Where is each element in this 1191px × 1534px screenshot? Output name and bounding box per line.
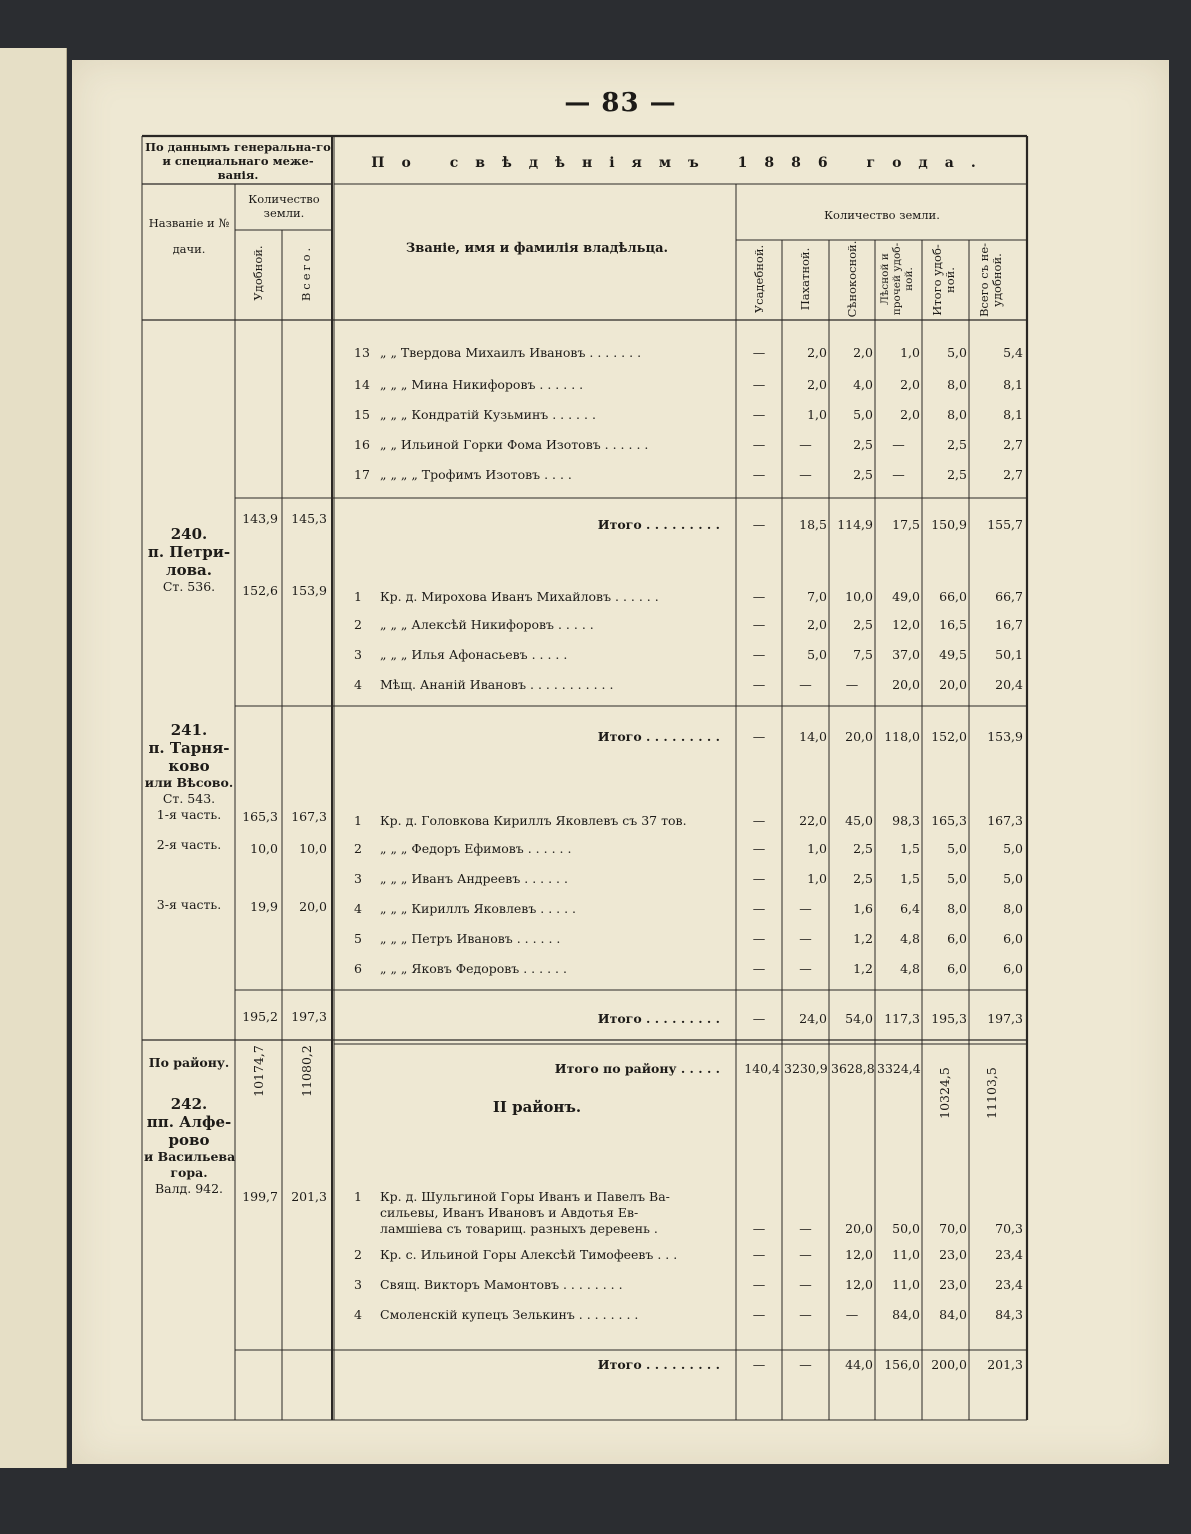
dacha-242-name3: и Васильева	[144, 1149, 236, 1164]
cell-i: 16,5	[939, 617, 967, 632]
owner-name: „ „ „ „ Трофимъ Изотовъ . . . .	[380, 468, 572, 482]
cell-i: 8,0	[947, 377, 967, 392]
total-row-label: Итого по району . . . . .	[554, 1061, 720, 1076]
d242-udob: 199,7	[242, 1189, 278, 1204]
p1-vsego: 167,3	[291, 809, 327, 824]
kol2-title: Количество земли.	[824, 208, 940, 222]
dacha-242-name2: рово	[168, 1131, 210, 1149]
dacha-240-name2: лова.	[166, 561, 212, 579]
p3-vsego: 20,0	[299, 899, 327, 914]
cell-s: 2,0	[853, 345, 873, 360]
cell-s: 2,5	[853, 841, 873, 856]
dacha-242-name4: гора.	[170, 1165, 208, 1180]
owner-name: Свящ. Викторъ Мамонтовъ . . . . . . . .	[380, 1278, 623, 1292]
g2-udob: 152,6	[242, 583, 278, 598]
cell-a: 155,7	[987, 517, 1023, 532]
owner-col-header: Званіе, имя и фамилія владѣльца.	[405, 241, 669, 256]
vsego-header: Всего.	[299, 244, 313, 302]
cell-u: —	[752, 1277, 766, 1292]
cell-p: —	[799, 437, 812, 452]
cell-a: 8,0	[1003, 901, 1023, 916]
cell-s: 3628,8	[831, 1061, 875, 1076]
dacha-241-name3: или Вѣсово.	[144, 775, 234, 790]
cell-a: 11103,5	[984, 1067, 999, 1119]
previous-page-edge	[0, 48, 67, 1468]
p2-vsego: 10,0	[299, 841, 327, 856]
cell-p: 22,0	[799, 813, 827, 828]
cell-u: —	[752, 517, 766, 532]
cell-s: 1,2	[853, 961, 873, 976]
total-row-label: Итого . . . . . . . . .	[597, 1011, 720, 1026]
cell-i: 152,0	[931, 729, 967, 744]
cell-i: 5,0	[947, 871, 967, 886]
total-row-label: Итого . . . . . . . . .	[597, 729, 720, 744]
cell-i: 150,9	[931, 517, 967, 532]
document-page	[72, 60, 1169, 1464]
cell-p: 18,5	[799, 517, 827, 532]
cell-a: 23,4	[995, 1247, 1023, 1262]
dacha-241-name: п. Тарня-	[148, 739, 230, 757]
owner-name: ламшіева съ товарищ. разныхъ деревень .	[380, 1222, 658, 1236]
col-senokosnoy: Сѣнокосной.	[845, 240, 859, 318]
cell-l: 1,0	[900, 345, 920, 360]
p2-udob: 10,0	[250, 841, 278, 856]
cell-s: 7,5	[853, 647, 873, 662]
cell-l: 4,8	[900, 931, 920, 946]
row-number: 4	[354, 677, 362, 692]
row-number: 14	[354, 377, 370, 392]
cell-a: 70,3	[995, 1221, 1023, 1236]
cell-a: 2,7	[1003, 437, 1023, 452]
total-row-label: Итого . . . . . . . . .	[597, 1357, 720, 1372]
owner-name: „ „ „ Алексѣй Никифоровъ . . . . .	[380, 618, 594, 632]
cell-l: 50,0	[892, 1221, 920, 1236]
cell-u: —	[752, 1247, 766, 1262]
cell-i: 6,0	[947, 931, 967, 946]
cell-l: 84,0	[892, 1307, 920, 1322]
cell-i: 5,0	[947, 841, 967, 856]
dacha-240-st: Ст. 536.	[162, 579, 216, 594]
cell-p: 2,0	[807, 377, 827, 392]
cell-s: 54,0	[845, 1011, 873, 1026]
owner-name: „ „ Ильиной Горки Фома Изотовъ . . . . . .	[380, 438, 649, 452]
cell-u: —	[752, 901, 766, 916]
owner-name: „ „ „ Мина Никифоровъ . . . . . .	[380, 378, 584, 392]
row-number: 1	[354, 813, 362, 828]
col-itogo-udob: Итого удоб-ной.	[930, 244, 957, 316]
cell-u: —	[752, 589, 766, 604]
cell-s: 12,0	[845, 1247, 873, 1262]
cell-p: 2,0	[807, 617, 827, 632]
row-number: 2	[354, 1247, 362, 1262]
cell-s: 1,2	[853, 931, 873, 946]
t241-udob: 195,2	[242, 1009, 278, 1024]
cell-s: 2,5	[853, 617, 873, 632]
cell-u: —	[752, 407, 766, 422]
cell-p: 24,0	[799, 1011, 827, 1026]
owner-name: „ „ „ Федоръ Ефимовъ . . . . . .	[380, 842, 572, 856]
udob-header: Удобной.	[251, 245, 265, 301]
owner-name: „ „ Твердова Михаилъ Ивановъ . . . . . . .	[380, 346, 642, 360]
owner-name: „ „ „ Яковъ Федоровъ . . . . . .	[380, 962, 567, 976]
cell-i: 23,0	[939, 1277, 967, 1292]
svedeniya-title: По свѣдѣніямъ 1886 года.	[371, 155, 993, 171]
g2-vsego: 153,9	[291, 583, 327, 598]
cell-u: —	[752, 1221, 766, 1236]
cell-a: 5,0	[1003, 871, 1023, 886]
row-number: 1	[354, 589, 362, 604]
po-rayonu-label: По району.	[148, 1055, 230, 1070]
col-pakhatnoy: Пахатной.	[798, 247, 812, 311]
cell-l: 6,4	[900, 901, 920, 916]
cell-p: 7,0	[807, 589, 827, 604]
cell-a: 20,4	[995, 677, 1023, 692]
cell-p: 3230,9	[784, 1061, 828, 1076]
cell-l: 118,0	[884, 729, 920, 744]
cell-a: 8,1	[1003, 407, 1023, 422]
cell-p: 1,0	[807, 407, 827, 422]
row-number: 5	[354, 931, 362, 946]
cell-i: 5,0	[947, 345, 967, 360]
cell-a: 8,1	[1003, 377, 1023, 392]
cell-u: —	[752, 467, 766, 482]
owner-name: Смоленскій купецъ Зелькинъ . . . . . . . .	[380, 1308, 639, 1322]
cell-p: —	[799, 677, 812, 692]
row-number: 17	[354, 467, 370, 482]
cell-i: 49,5	[939, 647, 967, 662]
cell-u: —	[752, 729, 766, 744]
row-number: 2	[354, 617, 362, 632]
cell-l: 17,5	[892, 517, 920, 532]
cell-u: —	[752, 345, 766, 360]
cell-u: —	[752, 871, 766, 886]
cell-u: —	[752, 1357, 766, 1372]
owner-name: Кр. д. Головкова Кириллъ Яковлевъ съ 37 тов.	[380, 814, 687, 828]
row-number: 16	[354, 437, 370, 452]
owner-name: „ „ „ Петръ Ивановъ . . . . . .	[380, 932, 561, 946]
cell-i: 2,5	[947, 437, 967, 452]
cell-l: 2,0	[900, 377, 920, 392]
cell-p: 1,0	[807, 841, 827, 856]
cell-i: 8,0	[947, 901, 967, 916]
cell-u: —	[752, 377, 766, 392]
cell-l: 4,8	[900, 961, 920, 976]
cell-a: 197,3	[987, 1011, 1023, 1026]
p3-udob: 19,9	[250, 899, 278, 914]
cell-p: 2,0	[807, 345, 827, 360]
cell-u: —	[752, 931, 766, 946]
cell-a: 6,0	[1003, 931, 1023, 946]
owner-name: „ „ „ Илья Афонасьевъ . . . . .	[380, 648, 568, 662]
cell-l: 2,0	[900, 407, 920, 422]
cell-i: 195,3	[931, 1011, 967, 1026]
cell-l: 37,0	[892, 647, 920, 662]
row-number: 13	[354, 345, 370, 360]
col-vsego-neudob: Всего съ не-удобной.	[977, 242, 1004, 318]
cell-u: —	[752, 961, 766, 976]
cell-u: —	[752, 1011, 766, 1026]
cell-s: 44,0	[845, 1357, 873, 1372]
page-number: — 83 —	[564, 88, 677, 118]
row-number: 2	[354, 841, 362, 856]
col-lesnoy: Лѣсной и прочей удоб-ной.	[879, 242, 915, 316]
cell-l: 3324,4	[877, 1061, 921, 1076]
cell-a: 201,3	[987, 1357, 1023, 1372]
cell-p: —	[799, 901, 812, 916]
cell-l: 98,3	[892, 813, 920, 828]
owner-name: Кр. с. Ильиной Горы Алексѣй Тимофеевъ . . .	[380, 1248, 678, 1262]
cell-a: 153,9	[987, 729, 1023, 744]
owner-name: „ „ „ Иванъ Андреевъ . . . . . .	[380, 872, 568, 886]
g1-udob: 143,9	[242, 511, 278, 526]
total-row-label: Итого . . . . . . . . .	[597, 517, 720, 532]
kol-title: Количество земли.	[248, 192, 320, 220]
cell-l: 11,0	[892, 1247, 920, 1262]
cell-p: 1,0	[807, 871, 827, 886]
cell-p: 14,0	[799, 729, 827, 744]
cell-l: 1,5	[900, 871, 920, 886]
cell-a: 66,7	[995, 589, 1023, 604]
cell-s: 4,0	[853, 377, 873, 392]
cell-p: —	[799, 1221, 812, 1236]
col-usadebnoy: Усадебной.	[752, 244, 766, 314]
cell-l: 1,5	[900, 841, 920, 856]
cell-s: 5,0	[853, 407, 873, 422]
cell-i: 66,0	[939, 589, 967, 604]
cell-s: 10,0	[845, 589, 873, 604]
row-number: 3	[354, 871, 362, 886]
cell-i: 6,0	[947, 961, 967, 976]
cell-i: 20,0	[939, 677, 967, 692]
p1-udob: 165,3	[242, 809, 278, 824]
dacha-241-number: 241.	[170, 721, 208, 739]
cell-s: —	[845, 1307, 859, 1322]
owner-name: „ „ „ Кириллъ Яковлевъ . . . . .	[380, 902, 577, 916]
row-number: 1	[354, 1189, 362, 1204]
dacha-242-number: 242.	[170, 1095, 208, 1113]
owner-name: сильевы, Иванъ Ивановъ и Авдотья Ев-	[380, 1206, 639, 1220]
cell-a: 5,0	[1003, 841, 1023, 856]
cell-u: —	[752, 677, 766, 692]
dacha-240-name: п. Петри-	[147, 543, 231, 561]
cell-s: 20,0	[845, 729, 873, 744]
mezh-title: По даннымъ генеральна-го и специальнаго меже-ванія.	[145, 140, 331, 182]
part-1-label: 1-я часть.	[156, 807, 222, 822]
row-number: 3	[354, 1277, 362, 1292]
cell-i: 70,0	[939, 1221, 967, 1236]
cell-a: 167,3	[987, 813, 1023, 828]
part-2-label: 2-я часть.	[156, 837, 222, 852]
g1-vsego: 145,3	[291, 511, 327, 526]
cell-p: —	[799, 1357, 812, 1372]
dacha-241-st: Ст. 543.	[162, 791, 216, 806]
cell-i: 200,0	[931, 1357, 967, 1372]
cell-p: —	[799, 1307, 812, 1322]
cell-s: 45,0	[845, 813, 873, 828]
cell-i: 23,0	[939, 1247, 967, 1262]
cell-l: 156,0	[884, 1357, 920, 1372]
cell-p: 5,0	[807, 647, 827, 662]
cell-l: 12,0	[892, 617, 920, 632]
cell-s: 1,6	[853, 901, 873, 916]
d242-vsego: 201,3	[291, 1189, 327, 1204]
cell-p: —	[799, 931, 812, 946]
dacha-242-name: пп. Алфе-	[146, 1113, 232, 1131]
row-number: 15	[354, 407, 370, 422]
cell-l: —	[892, 437, 905, 452]
cell-l: 11,0	[892, 1277, 920, 1292]
cell-u: —	[752, 813, 766, 828]
owner-name: Мѣщ. Ананій Ивановъ . . . . . . . . . . .	[380, 678, 614, 692]
cell-a: 23,4	[995, 1277, 1023, 1292]
cell-u: —	[752, 437, 766, 452]
cell-i: 2,5	[947, 467, 967, 482]
cell-i: 8,0	[947, 407, 967, 422]
row-number: 6	[354, 961, 362, 976]
cell-p: —	[799, 1247, 812, 1262]
cell-l: 117,3	[884, 1011, 920, 1026]
cell-a: 5,4	[1003, 345, 1023, 360]
rayon-udob: 10174,7	[251, 1045, 266, 1097]
rayon-vsego: 11080,2	[299, 1045, 314, 1097]
part-3-label: 3-я часть.	[156, 897, 222, 912]
owner-name: Кр. д. Мирохова Иванъ Михайловъ . . . . . .	[380, 590, 659, 604]
t241-vsego: 197,3	[291, 1009, 327, 1024]
cell-p: —	[799, 961, 812, 976]
cell-s: 2,5	[853, 467, 873, 482]
cell-u: —	[752, 1307, 766, 1322]
cell-i: 10324,5	[937, 1067, 952, 1119]
owner-name: „ „ „ Кондратій Кузьминъ . . . . . .	[380, 408, 596, 422]
cell-a: 2,7	[1003, 467, 1023, 482]
cell-s: 2,5	[853, 871, 873, 886]
cell-u: 140,4	[744, 1061, 780, 1076]
cell-p: —	[799, 467, 812, 482]
cell-u: —	[752, 617, 766, 632]
row-number: 4	[354, 1307, 362, 1322]
cell-a: 84,3	[995, 1307, 1023, 1322]
cell-a: 6,0	[1003, 961, 1023, 976]
name-col-header: Названіе и № дачи.	[148, 216, 230, 256]
rayon-2-heading: II районъ.	[492, 1098, 582, 1116]
cell-s: 2,5	[853, 437, 873, 452]
cell-l: 49,0	[892, 589, 920, 604]
cell-i: 165,3	[931, 813, 967, 828]
cell-u: —	[752, 647, 766, 662]
cell-l: —	[892, 467, 905, 482]
cell-l: 20,0	[892, 677, 920, 692]
dacha-241-name2: ково	[168, 757, 210, 775]
cell-s: 114,9	[837, 517, 873, 532]
cell-u: —	[752, 841, 766, 856]
cell-s: —	[845, 677, 859, 692]
dacha-242-st: Валд. 942.	[154, 1181, 224, 1196]
cell-s: 20,0	[845, 1221, 873, 1236]
cell-s: 12,0	[845, 1277, 873, 1292]
cell-p: —	[799, 1277, 812, 1292]
dacha-240-number: 240.	[170, 525, 208, 543]
row-number: 4	[354, 901, 362, 916]
cell-i: 84,0	[939, 1307, 967, 1322]
owner-name: Кр. д. Шульгиной Горы Иванъ и Павелъ Ва-	[380, 1190, 670, 1204]
cell-a: 50,1	[995, 647, 1023, 662]
cell-a: 16,7	[995, 617, 1023, 632]
row-number: 3	[354, 647, 362, 662]
